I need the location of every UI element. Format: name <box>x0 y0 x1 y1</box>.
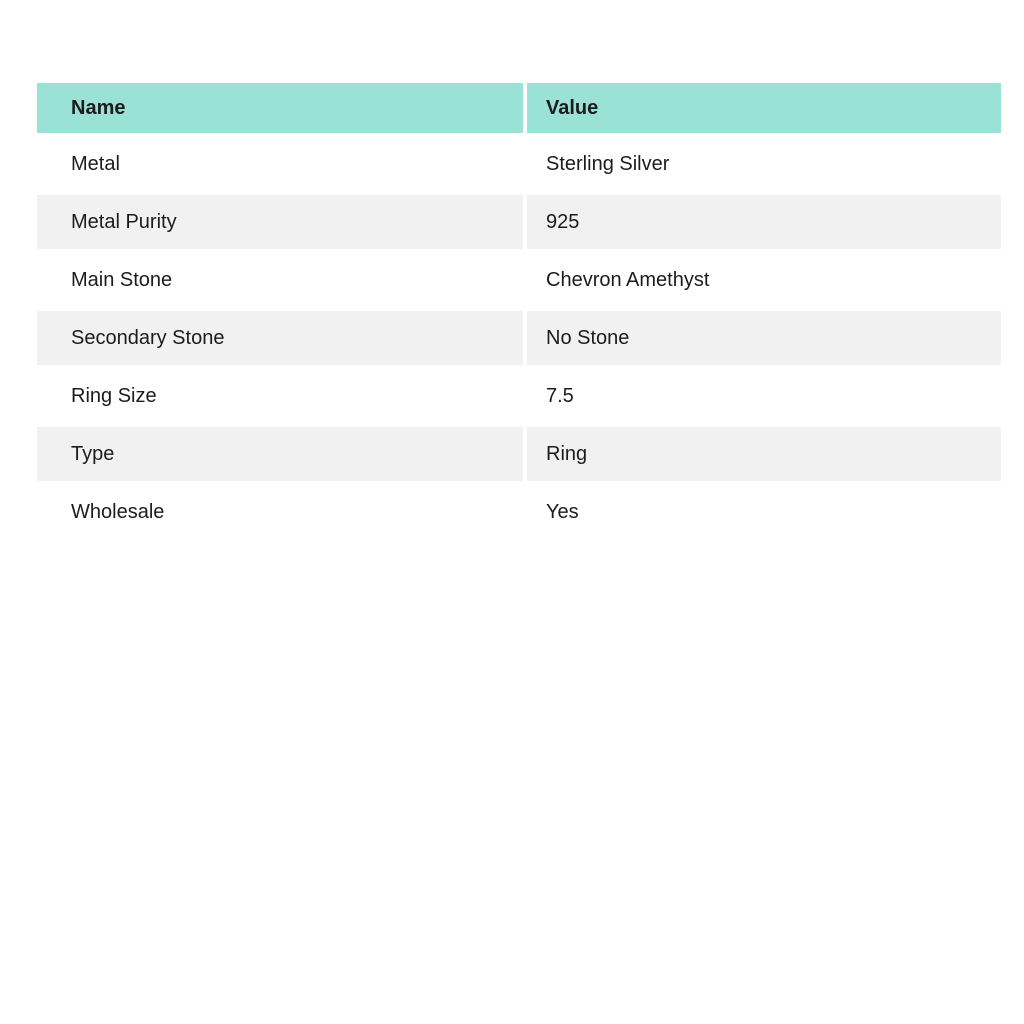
table-row <box>37 311 1001 365</box>
spec-name-cell: Type <box>37 427 523 481</box>
table-row <box>37 195 1001 249</box>
column-header-name: Name <box>37 83 523 133</box>
spec-value-cell: Yes <box>527 485 1001 539</box>
column-header-value: Value <box>527 83 1001 133</box>
spec-name-cell: Main Stone <box>37 253 523 307</box>
spec-value-cell: Sterling Silver <box>527 137 1001 191</box>
spec-value-cell: 7.5 <box>527 369 1001 423</box>
table-row <box>37 369 1001 423</box>
table-row <box>37 485 1001 539</box>
table-row <box>37 253 1001 307</box>
spec-name-cell: Secondary Stone <box>37 311 523 365</box>
product-specs-table <box>37 83 1001 543</box>
spec-name-cell: Metal Purity <box>37 195 523 249</box>
table-body <box>37 137 1001 539</box>
table-row <box>37 427 1001 481</box>
spec-value-cell: Chevron Amethyst <box>527 253 1001 307</box>
spec-name-cell: Wholesale <box>37 485 523 539</box>
spec-value-cell: 925 <box>527 195 1001 249</box>
spec-name-cell: Metal <box>37 137 523 191</box>
table-row <box>37 137 1001 191</box>
spec-value-cell: Ring <box>527 427 1001 481</box>
spec-name-cell: Ring Size <box>37 369 523 423</box>
spec-value-cell: No Stone <box>527 311 1001 365</box>
table-header-row <box>37 83 1001 133</box>
